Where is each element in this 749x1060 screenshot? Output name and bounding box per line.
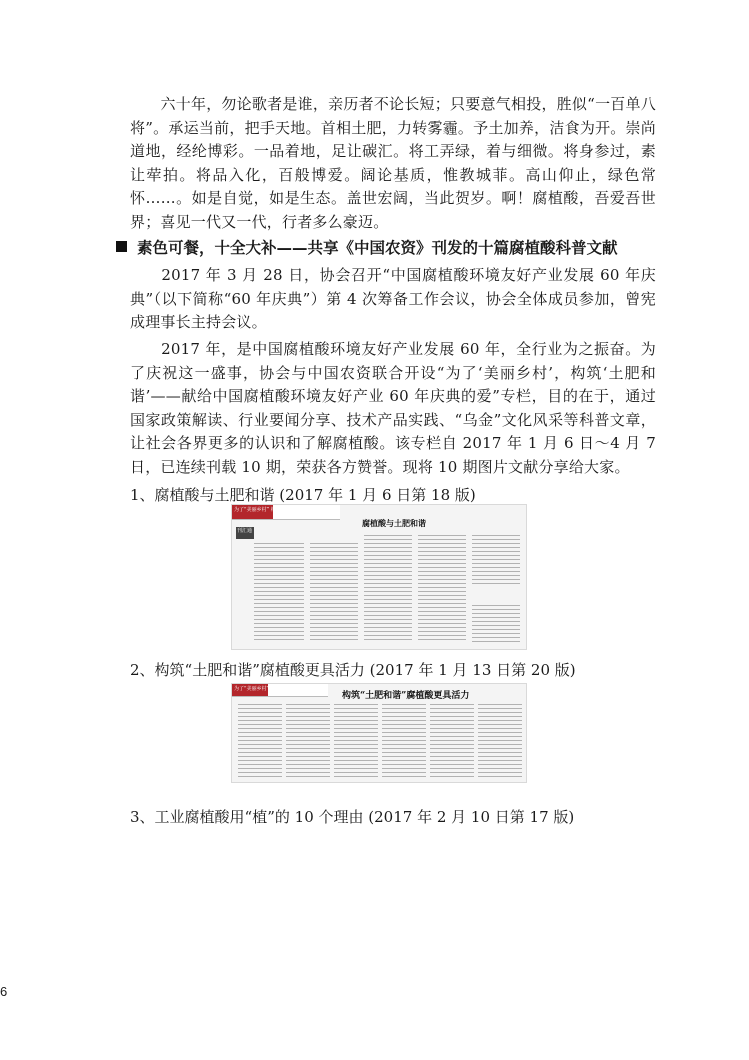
banner-text: 为了“美丽乡村” 构筑“土肥和谐” <box>234 686 306 692</box>
thumbnail-banner <box>232 505 340 520</box>
column-paragraph: 2017 年，是中国腐植酸环境友好产业发展 60 年，全行业为之振奋。为了庆祝这一盛事，协会与中国农资联合开设“为了‘美丽乡村’，构筑‘土肥和谐’——献给中国腐植酸环境友好产业 60 年庆典的爱”专栏，目的在于，通过国家政策解读、行业要闻分享、技术产品实践、“乌金”文化风采等科普文章，让社会各界更多的认识和了解腐植酸。该专栏自 2017 年 1 月 6 日～4 月 7 日，已连续刊载 10 期，荣获各方赞誉。现将 10 期图片文献分享给大家。 <box>130 340 656 476</box>
thumbnail-article-title: 构筑“土肥和谐”腐植酸更具活力 <box>342 691 470 701</box>
newspaper-thumbnail-2 <box>231 683 527 783</box>
newspaper-thumbnail-1 <box>231 504 527 650</box>
thumbnail-banner <box>232 684 328 697</box>
sidebar-label: 刊汇通 <box>237 528 253 534</box>
thumbnail-article-title: 腐植酸与土肥和谐 <box>362 518 426 528</box>
banner-text: 为了“美丽乡村” 构筑“土肥和谐” <box>234 507 306 513</box>
caption-2: 2、构筑“土肥和谐”腐植酸更具活力 (2017 年 1 月 13 日第 20 版) <box>130 661 576 679</box>
section-heading <box>116 236 676 258</box>
meeting-paragraph: 2017 年 3 月 28 日，协会召开“中国腐植酸环境友好产业发展 60 年庆典”（以下简称“60 年庆典”）第 4 次筹备工作会议，协会全体成员参加，曾宪成理事长主持会议。 <box>130 266 656 331</box>
section-heading-text: 素色可餐，十全大补——共享《中国农资》刊发的十篇腐植酸科普文献 <box>137 239 618 257</box>
page-number: 6 <box>0 984 8 999</box>
caption-1: 1、腐植酸与土肥和谐 (2017 年 1 月 6 日第 18 版) <box>130 486 476 504</box>
caption-3: 3、工业腐植酸用“植”的 10 个理由 (2017 年 2 月 10 日第 17 版) <box>130 808 575 826</box>
intro-paragraph: 六十年，勿论歌者是谁，亲历者不论长短；只要意气相投，胜似“一百单八将”。承运当前，把手天地。首相土肥，力转雾霾。予土加养，洁食为开。崇尚道地，经纶博彩。一品着地，足让碳汇。将工弄绿，着与细微。将身参过，素让荦拍。将品入化，百般博爱。阔论基质，惟教城菲。高山仰止，绿色常怀……。如是自觉，如是生态。盖世宏阔，当此贺岁。啊！腐植酸，吾爱吾世界；喜见一代又一代，行者多么豪迈。 <box>130 95 656 231</box>
bullet-square-icon <box>116 241 127 252</box>
